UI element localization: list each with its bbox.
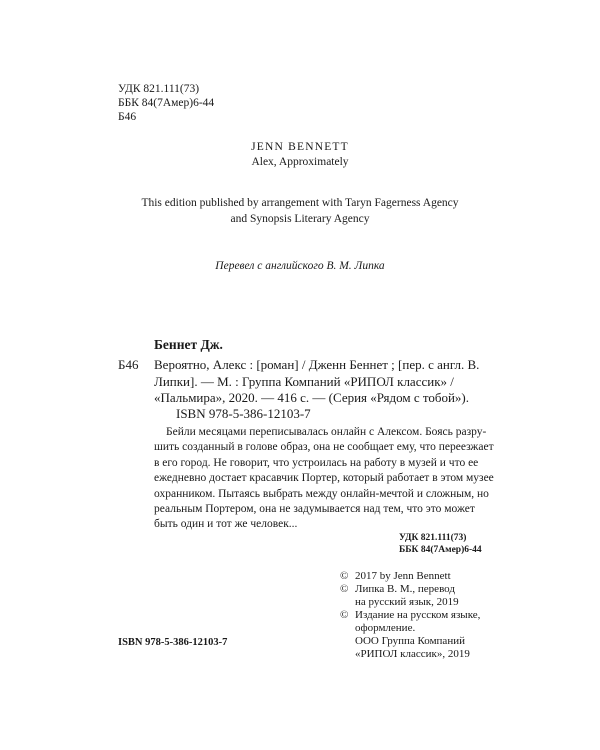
copyright-symbol: © bbox=[340, 609, 349, 621]
original-author: JENN BENNETT bbox=[251, 141, 349, 153]
annotation-line: Бейли месяцами переписывалась онлайн с Алексом. Боясь разру- bbox=[166, 426, 487, 438]
annotation-line: быть один и тот же человек... bbox=[154, 518, 298, 531]
annotation-line: шить созданный в голове образ, она не сообщает ему, что переезжает bbox=[154, 441, 494, 454]
edition-note-line: This edition published by arrangement with Taryn Fagerness Agency bbox=[141, 197, 459, 209]
bibliographic-isbn: ISBN 978-5-386-12103-7 bbox=[176, 406, 311, 421]
translator-note: Перевел с английского В. М. Липка bbox=[215, 260, 385, 272]
edition-note bbox=[0, 195, 600, 227]
bibliographic-description: Вероятно, Алекс : [роман] / Дженн Беннет ; [пер. с англ. В. Липки]. — М. : Группа Компаний «РИПОЛ классик» / «Пальмира», 2020. — 416 с. — (Серия «Рядом с тобой»). bbox=[154, 357, 480, 405]
copyright-block bbox=[340, 570, 510, 661]
copyright-entry bbox=[340, 609, 510, 661]
bbk-code-right: ББК 84(7Амер)6-44 bbox=[399, 545, 482, 555]
copyright-entry bbox=[340, 570, 510, 583]
copyright-entry bbox=[340, 583, 510, 609]
edition-note-line: and Synopsis Literary Agency bbox=[230, 213, 370, 225]
author-mark: Б46 bbox=[118, 111, 137, 123]
annotation-line: реальным Портером, она не задумывается над тем, что это может bbox=[154, 503, 475, 516]
annotation bbox=[154, 425, 494, 533]
isbn-bottom: ISBN 978-5-386-12103-7 bbox=[118, 637, 228, 648]
copyright-line: 2017 by Jenn Bennett bbox=[355, 570, 451, 582]
udk-code-right: УДК 821.111(73) bbox=[399, 533, 467, 543]
bbk-code: ББК 84(7Амер)6-44 bbox=[118, 97, 215, 109]
copyright-line: оформление. bbox=[355, 622, 416, 634]
copyright-symbol: © bbox=[340, 583, 349, 595]
copyright-line: ООО Группа Компаний bbox=[355, 635, 465, 647]
udk-code: УДК 821.111(73) bbox=[118, 83, 200, 95]
copyright-line: Издание на русском языке, bbox=[355, 609, 481, 621]
copyright-symbol: © bbox=[340, 570, 349, 582]
annotation-line: ежедневно достает красавчик Портер, который работает в этом музее bbox=[154, 472, 494, 485]
copyright-line: Липка В. М., перевод bbox=[355, 583, 455, 595]
classification-block bbox=[118, 82, 214, 124]
copyright-line: «РИПОЛ классик», 2019 bbox=[355, 648, 470, 660]
annotation-line: в его город. Не говорит, что устроилась на работу в музей и что ее bbox=[154, 456, 479, 469]
bibliographic-code: Б46 bbox=[118, 357, 139, 372]
original-title: Alex, Approximately bbox=[251, 156, 349, 168]
classification-block-right bbox=[399, 532, 482, 556]
annotation-line: охранником. Пытаясь выбрать между онлайн-мечтой и сложным, но bbox=[154, 487, 489, 500]
bibliographic-author: Беннет Дж. bbox=[154, 337, 223, 352]
copyright-line: на русский язык, 2019 bbox=[355, 596, 459, 608]
